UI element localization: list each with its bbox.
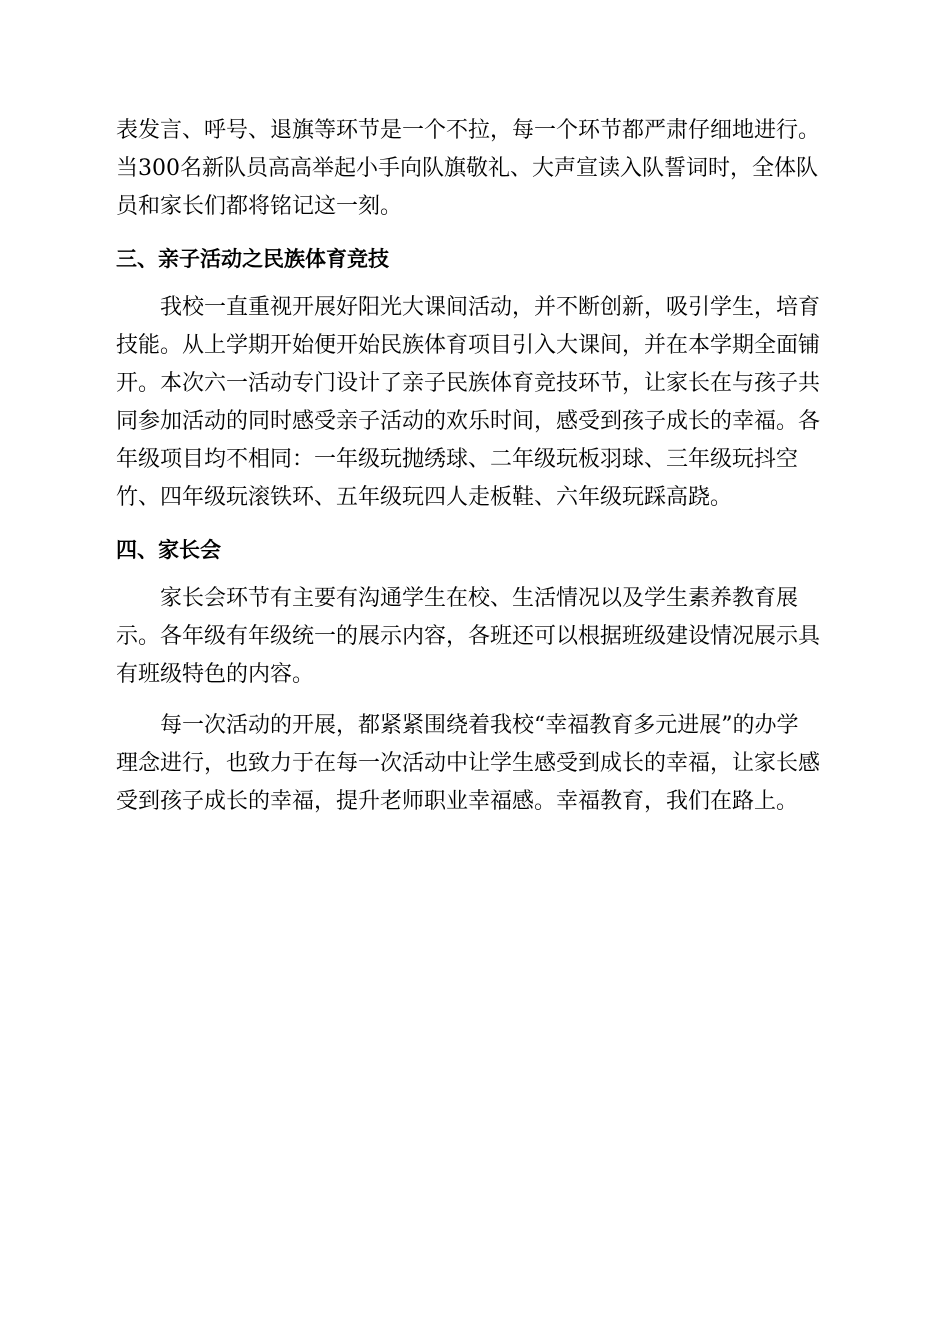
section4-paragraph-2	[116, 707, 836, 821]
text-line: 年级项目均不相同：一年级玩抛绣球、二年级玩板羽球、三年级玩抖空	[116, 447, 799, 472]
text-line: 家长会环节有主要有沟通学生在校、生活情况以及学生素养教育展	[160, 586, 799, 611]
section4-heading: 四、家长会	[116, 538, 221, 562]
text-line: 受到孩子成长的幸福，提升老师职业幸福感。幸福教育，我们在路上。	[116, 789, 799, 814]
text-line: 员和家长们都将铭记这一刻。	[116, 194, 403, 219]
text-line: 开。本次六一活动专门设计了亲子民族体育竞技环节，让家长在与孩子共	[116, 371, 821, 396]
intro-paragraph	[116, 112, 836, 226]
text-line: 同参加活动的同时感受亲子活动的欢乐时间，感受到孩子成长的幸福。各	[116, 409, 821, 434]
text-line: 有班级特色的内容。	[116, 662, 315, 687]
text-line: 技能。从上学期开始便开始民族体育项目引入大课间，并在本学期全面铺	[116, 333, 821, 358]
text-line: 示。各年级有年级统一的展示内容，各班还可以根据班级建设情况展示具	[116, 624, 821, 649]
section3-heading: 三、亲子活动之民族体育竞技	[116, 247, 389, 271]
text-line: 理念进行，也致力于在每一次活动中让学生感受到成长的幸福，让家长感	[116, 751, 821, 776]
text-line: 当300名新队员高高举起小手向队旗敬礼、大声宣读入队誓词时，全体队	[116, 156, 818, 181]
text-line: 每一次活动的开展，都紧紧围绕着我校“幸福教育多元进展”的办学	[160, 713, 799, 738]
text-line: 表发言、呼号、退旗等环节是一个不拉，每一个环节都严肃仔细地进行。	[116, 118, 821, 143]
text-line: 竹、四年级玩滚铁环、五年级玩四人走板鞋、六年级玩踩高跷。	[116, 485, 733, 510]
section4-paragraph-1	[116, 580, 836, 694]
text-line: 我校一直重视开展好阳光大课间活动，并不断创新，吸引学生，培育	[160, 295, 821, 320]
document-page	[116, 112, 836, 834]
section3-paragraph	[116, 289, 836, 517]
